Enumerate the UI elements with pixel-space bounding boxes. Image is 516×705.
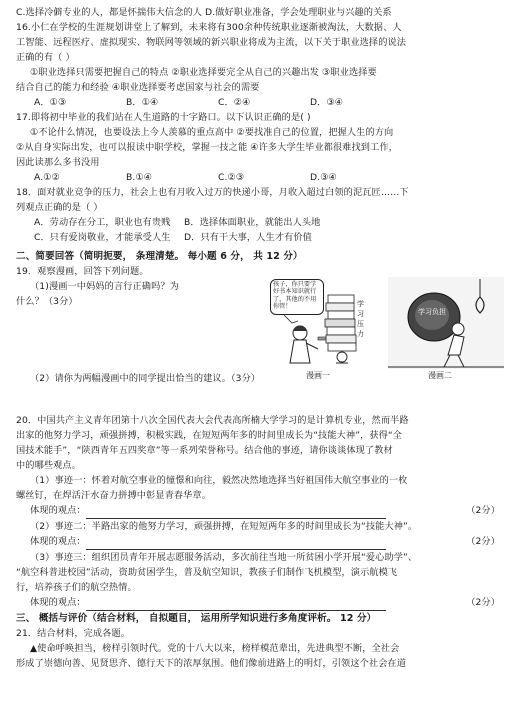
q16-option-a[interactable]: A．①③ <box>34 97 67 108</box>
view-label-1: 体现的观点： <box>30 505 86 516</box>
cartoon-one <box>262 277 382 381</box>
q16-option-b[interactable]: B．①④ <box>126 97 159 108</box>
q16-options <box>16 95 500 110</box>
q19-part1 <box>16 279 236 309</box>
q20-stem-2: 出家的他努力学习，顽强拼搏，积极实践，在短短两年多的时间里成长为“技能大神”，获得“全 <box>16 430 403 441</box>
q19-title: 19．观察漫画，回答下列问题。 <box>16 266 149 277</box>
q16-option-d[interactable]: D．③④ <box>310 97 344 108</box>
q17-option-d[interactable]: D.③④ <box>310 172 337 183</box>
mother-speech-bubble: 孩子，你只要学好书本知识就行了，其他的不用你管！ <box>270 279 324 315</box>
q17-option-c[interactable]: C.②③ <box>218 172 245 183</box>
q20-item1-line2: 螺丝钉，在焊活汗水奋力拼搏中彰显青春华章。 <box>16 490 212 501</box>
stack-char-4: 力 <box>357 330 364 338</box>
q20-stem-1: 20．中国共产主义青年团第十八次全国代表大会代表高所楠大学学习的是计算机专业，然而半路 <box>16 415 409 426</box>
view-label-2: 体现的观点： <box>30 536 86 547</box>
q20-stem-4: 中的哪些观点。 <box>16 460 82 471</box>
q16-stem-line-3: 正确的有（ ） <box>16 52 75 63</box>
q17-option-a[interactable]: A.①② <box>34 172 60 183</box>
q17-stem: 17.即将初中毕业的我们站在人生道路的十字路口。以下认识正确的是( ) <box>16 112 311 123</box>
stack-char-2: 习 <box>357 310 364 318</box>
q19-answer-space <box>16 387 500 413</box>
q19-part2: （2）请你为两幅漫画中的同学提出恰当的建议。（3分） <box>30 373 261 384</box>
answer-blank-1[interactable] <box>86 503 386 519</box>
q20-answer-3 <box>16 595 500 611</box>
q18-stem-2: 列观点正确的是（ ） <box>16 202 103 213</box>
q18-option-c[interactable]: C．只有爱岗敬业，才能承受人生 <box>34 232 171 243</box>
section-3-title: 三、 概括与评价（结合材料， 自拟题目， 运用所学知识进行多角度评析。 12 分） <box>16 613 377 624</box>
q20-stem-3: 国技术能手”，“陕西青年五四奖章”等一系列荣誉称号。结合他的事迹，请你谈谈体现了教材 <box>16 445 393 456</box>
q20-item2-line1: （2）事迹二：半路出家的他努力学习，顽强拼搏，在短短两年多的时间里成长为“技能大神”。 <box>30 521 418 532</box>
q18-options-row-2 <box>16 230 500 245</box>
q21-material-2: 形成了崇德向善、见贤思齐、德行天下的浓厚氛围。他们像前进路上的明灯，引领这个社会在道 <box>16 658 407 669</box>
cartoon-one-caption: 漫画一 <box>306 371 330 380</box>
q16-option-c[interactable]: C．②④ <box>218 97 251 108</box>
q20-item3-line3: 行，培养孩子们的航空热情。 <box>16 582 137 593</box>
q20-item3-line2: “航空科普进校园”活动，资助贫困学生，普及航空知识，教孩子们制作飞机模型，演示航模飞 <box>16 567 398 578</box>
stack-char-3: 压 <box>357 320 364 328</box>
q18-option-d[interactable]: D．只有干大事，人生才有价值 <box>184 232 312 243</box>
points-2: （2分） <box>466 536 500 547</box>
q19-part1-line1: （1)漫画一中妈妈的言行正确吗？为 <box>30 281 179 292</box>
answer-blank-3[interactable] <box>86 595 386 611</box>
q16-stem-line-1: 16.小仁在学校的生涯规划讲堂上了解到，未来将有300余种传统职业逐渐被淘汰，大数据、人 <box>16 22 402 33</box>
q16-statements-2: 结合自己的能力和经验 ④职业选择要考虑国家与社会的需要 <box>16 82 260 93</box>
q20-item1-line1: （1）事迹一：怀着对航空事业的憧憬和向往，毅然决然地选择当好祖国伟大航空事业的一枚 <box>30 475 408 486</box>
q20-answer-2 <box>16 534 500 550</box>
q17-option-b[interactable]: B.①④ <box>126 172 153 183</box>
section-2-title: 二、简要回答（简明扼要， 条理清楚。 每小题 6 分， 共 12 分） <box>16 251 303 262</box>
stack-char-1: 学 <box>357 300 364 308</box>
view-label-3: 体现的观点： <box>30 597 86 608</box>
q19-block <box>16 279 500 387</box>
cartoon-two-caption: 漫画二 <box>428 371 452 380</box>
q17-statements-3: 因此读那么多书没用 <box>16 157 100 168</box>
q17-statements-2: ②从自身实际出发，也可以报读中职学校，掌握一技之能 ④许多大学生毕业都很难找到工作， <box>16 142 398 153</box>
q20-item3-line1: （3）事迹三：组织团员青年开展志愿服务活动，多次前往当地一所贫困小学开展“爱心助学”、 <box>30 552 418 563</box>
q18-options-row-1 <box>16 215 500 230</box>
q18-option-a[interactable]: A．劳动存在分工，职业也有贵贱 <box>34 217 171 228</box>
points-1: （2分） <box>466 505 500 516</box>
q16-statements-1: ①职业选择只需要把握自己的特点 ②职业选择要完全从自己的兴趣出发 ③职业选择要 <box>30 67 377 78</box>
cartoon-two <box>388 277 504 381</box>
q20-answer-1 <box>16 503 500 519</box>
q18-option-b[interactable]: B．选择体面职业，就能出人头地 <box>184 217 321 228</box>
q15-option-line: C.选择冷僻专业的人，都是怀揣伟大信念的人 D.做好职业准备，学会处理职业与兴趣的关系 <box>16 7 392 18</box>
burden-bag-label: 学习负担 <box>418 308 446 316</box>
q21-material-1: ▲使命呼唤担当，榜样引领时代。党的十八大以来，榜样模范辈出，先进典型不断，全社会 <box>30 643 400 654</box>
q17-options <box>16 170 500 185</box>
pressure-stack-labels <box>357 299 379 339</box>
cartoon-two-drawing <box>388 277 504 369</box>
q21-stem: 21．结合材料，完成各题。 <box>16 628 131 639</box>
q19-part1-line2: 什么？（3分） <box>16 296 78 307</box>
points-3: （2分） <box>466 597 500 608</box>
q16-stem-line-2: 工智能、远程医疗、虚拟现实、物联网等领域的新兴职业将成为主流，以下关于职业选择的说法 <box>16 37 407 48</box>
q17-statements-1: ①不论什么情况，也要设法上今人羡慕的重点高中 ②要找准自己的位置，把握人生的方向 <box>30 127 394 138</box>
answer-blank-2[interactable] <box>86 534 386 550</box>
q18-stem-1: 18．面对就业竞争的压力，社会上也有月收入过万的快递小哥，月收入超过白领的泥瓦匠……下 <box>16 187 409 198</box>
